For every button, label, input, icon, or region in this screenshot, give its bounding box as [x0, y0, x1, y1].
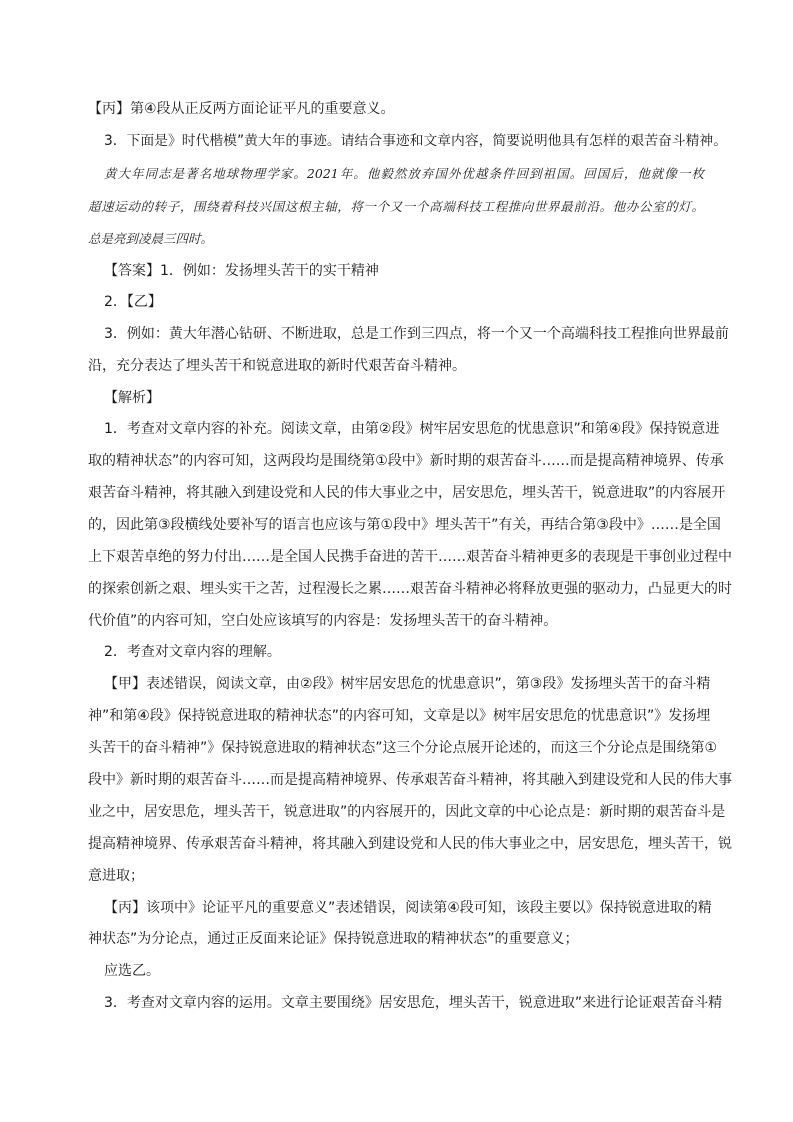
- analysis-line: 【丙】该项中》论证平凡的重要意义”表述错误，阅读第④段可知，该段主要以》保持锐意进取的精: [104, 900, 712, 916]
- analysis-line: 神”和第④段》保持锐意进取的精神状态”的内容可知，文章是以》树牢居安思危的忧患意识”》发扬埋: [88, 708, 711, 724]
- analysis-line: 意进取；: [88, 868, 144, 884]
- material-line: 黄大年同志是著名地球物理学家。2021年。他毅然放弃国外优越条件回到祖国。回国后，他就像一枚: [104, 166, 704, 181]
- analysis-line: 代价值”的内容可知，空白处应该填写的内容是：发扬埋头苦干的奋斗精神。: [88, 613, 558, 629]
- answer-3-line: 沿，充分表达了埋头苦干和锐意进取的新时代艰苦奋斗精神。: [88, 358, 466, 374]
- analysis-line: 提高精神境界、传承艰苦奋斗精神，将其融入到建设党和人民的伟大事业之中，居安思危，埋头苦干，锐: [88, 836, 732, 852]
- analysis-heading: 【解析】: [104, 390, 160, 406]
- material-line: 超速运动的转子，围绕着科技兴国这根主轴，将一个又一个高端科技工程推向世界最前沿。他办公室的灯。: [88, 199, 704, 214]
- question-3-line: 3．下面是》时代楷模”黄大年的事迹。请结合事迹和文章内容，简要说明他具有怎样的艰苦奋斗精神。: [104, 133, 727, 149]
- analysis-line: 1．考查对文章内容的补充。阅读文章，由第②段》树牢居安思危的忧患意识”和第④段》保持锐意进: [104, 421, 720, 437]
- answer-2-line: 2．【乙】: [104, 294, 162, 310]
- analysis-line: 应选乙。: [104, 963, 160, 979]
- answer-heading: 【答案】1．例如：发扬埋头苦干的实干精神: [104, 263, 379, 279]
- analysis-line: 2．考查对文章内容的理解。: [104, 644, 281, 660]
- analysis-line: 头苦干的奋斗精神”》保持锐意进取的精神状态”这三个分论点展开论述的，而这三个分论点是围绕第①: [88, 740, 718, 756]
- analysis-line: 神状态”为分论点，通过正反面来论证》保持锐意进取的精神状态”的重要意义；: [88, 931, 579, 947]
- analysis-line: 3．考查对文章内容的运用。文章主要围绕》居安思危，埋头苦干，锐意进取”来进行论证艰苦奋斗精: [104, 995, 723, 1011]
- analysis-line: 的探索创新之艰、埋头实干之苦，过程漫长之累……艰苦奋斗精神必将释放更强的驱动力，凸显更大的时: [88, 581, 732, 597]
- analysis-line: 上下艰苦卓绝的努力付出……是全国人民携手奋进的苦干……艰苦奋斗精神更多的表现是干事创业过程中: [88, 549, 732, 565]
- answer-3-line: 3．例如：黄大年潜心钻研、不断进取，总是工作到三四点，将一个又一个高端科技工程推向世界最前: [104, 326, 729, 342]
- analysis-line: 段中》新时期的艰苦奋斗……而是提高精神境界、传承艰苦奋斗精神，将其融入到建设党和人民的伟大事: [88, 772, 732, 788]
- analysis-line: 业之中，居安思危，埋头苦干，锐意进取”的内容展开的，因此文章的中心论点是：新时期的艰苦奋斗是: [88, 804, 726, 820]
- analysis-line: 【甲】表述错误，阅读文章，由②段》树牢居安思危的忧患意识”，第③段》发扬埋头苦干的奋斗精: [104, 676, 711, 692]
- analysis-line: 取的精神状态”的内容可知，这两段均是围绕第①段中》新时期的艰苦奋斗……而是提高精神境界、传承: [88, 453, 724, 469]
- text-line: 【丙】第④段从正反两方面论证平凡的重要意义。: [88, 101, 395, 117]
- material-line: 总是亮到凌晨三四时。: [88, 231, 214, 246]
- analysis-line: 艰苦奋斗精神，将其融入到建设党和人民的伟大事业之中，居安思危，埋头苦干，锐意进取”的内容展开: [88, 485, 726, 501]
- analysis-line: 的，因此第③段横线处要补写的语言也应该与第①段中》埋头苦干”有关，再结合第③段中》……是全国: [88, 517, 721, 533]
